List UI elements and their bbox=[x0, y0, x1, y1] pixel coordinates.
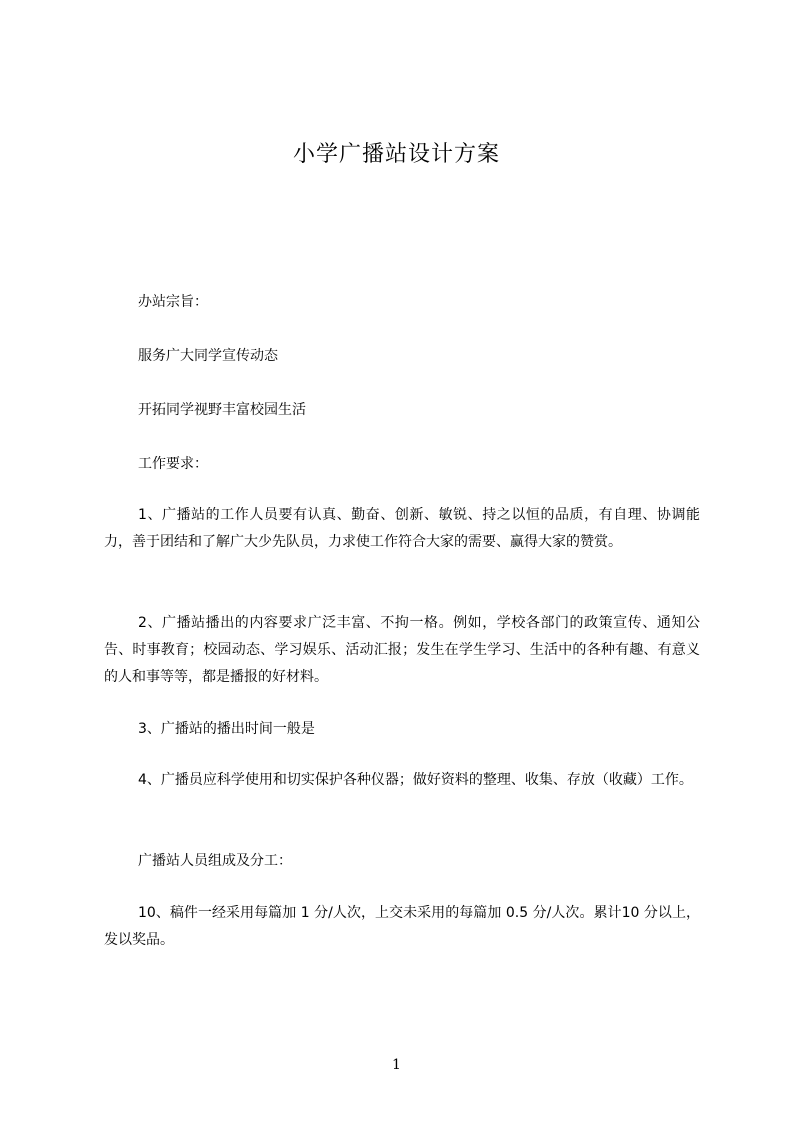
requirements-heading: 工作要求： bbox=[138, 456, 208, 472]
document-title: 小学广播站设计方案 bbox=[292, 142, 500, 167]
requirement-paragraph-1: 1、广播站的工作人员要有认真、勤奋、创新、敏锐、持之以恒的品质，有自理、协调能力，善于团结和了解广大少先队员，力求使工作符合大家的需要、赢得大家的赞赏。 bbox=[104, 507, 700, 550]
purpose-line-1: 服务广大同学宣传动态 bbox=[138, 348, 278, 364]
requirement-paragraph-3: 3、广播站的播出时间一般是 bbox=[138, 721, 315, 737]
page-number: 1 bbox=[392, 1057, 401, 1073]
staff-heading: 广播站人员组成及分工： bbox=[138, 853, 292, 869]
requirement-paragraph-4: 4、广播员应科学使用和切实保护各种仪器；做好资料的整理、收集、存放（收藏）工作。 bbox=[138, 772, 693, 788]
requirement-paragraph-2: 2、广播站播出的内容要求广泛丰富、不拘一格。例如，学校各部门的政策宣传、通知公告、时事教育；校园动态、学习娱乐、活动汇报；发生在学生学习、生活中的各种有趣、有意义的人和事等等，都是播报的好材料。 bbox=[104, 615, 700, 685]
purpose-line-2: 开拓同学视野丰富校园生活 bbox=[138, 402, 306, 418]
reward-paragraph: 10、稿件一经采用每篇加 1 分/人次，上交未采用的每篇加 0.5 分/人次。累计10 分以上，发以奖品。 bbox=[104, 905, 700, 948]
purpose-heading: 办站宗旨： bbox=[138, 294, 208, 310]
